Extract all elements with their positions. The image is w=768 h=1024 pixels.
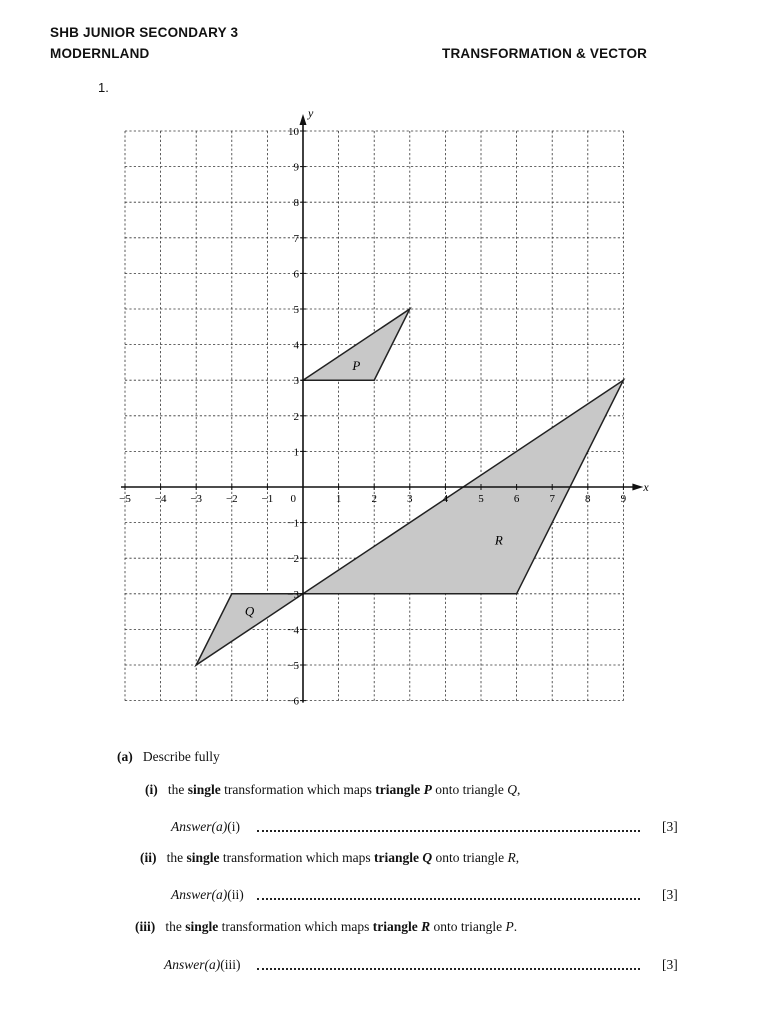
y-tick-label: −5 [287, 660, 299, 672]
item-number: (i) [145, 782, 158, 797]
item-text-5: P [423, 782, 432, 797]
answer-sub: (ii) [227, 887, 244, 902]
answer-label: Answer(a) [171, 887, 228, 902]
x-tick-label: 6 [513, 493, 520, 505]
item-text-5: Q [422, 850, 433, 865]
item-text-4: triangle [373, 850, 423, 865]
item-text-8: , [515, 850, 520, 865]
question-a-iii [135, 919, 517, 935]
x-tick-label: −3 [190, 493, 203, 505]
x-tick-label: 5 [478, 493, 484, 505]
topic-title: TRANSFORMATION & VECTOR [442, 46, 648, 61]
y-tick-label: 9 [293, 161, 299, 174]
x-axis-arrow [632, 484, 643, 491]
x-tick-label: −4 [154, 493, 167, 505]
origin-label: 0 [290, 493, 296, 505]
y-axis-label: y [308, 106, 314, 120]
item-text-8: . [513, 919, 518, 934]
item-number: (ii) [140, 850, 157, 865]
answer-a-iii-label [164, 957, 241, 973]
answer-a-ii-line[interactable] [257, 898, 640, 900]
x-tick-label: 9 [620, 493, 627, 505]
item-number: (iii) [135, 919, 156, 934]
school-place: MODERNLAND [50, 46, 150, 61]
marks-a-iii: [3] [662, 957, 678, 972]
item-text-3: transformation which maps [219, 850, 374, 865]
answer-a-i-line[interactable] [257, 830, 640, 832]
y-tick-label: 8 [293, 197, 299, 210]
item-text-8: , [516, 782, 521, 797]
triangle-label-p: P [352, 357, 361, 373]
y-tick-label: −1 [287, 517, 299, 530]
item-text-7: Q [507, 782, 517, 797]
y-tick-label: 2 [293, 410, 299, 423]
part-a-intro-text: Describe fully [142, 749, 220, 764]
x-tick-label: −1 [261, 493, 274, 505]
y-tick-label: −3 [287, 588, 299, 601]
answer-a-i-label [171, 819, 240, 835]
marks-a-i: [3] [662, 819, 678, 834]
question-a-ii [140, 850, 519, 866]
item-text-6: onto triangle [432, 850, 508, 865]
answer-a-ii-label [171, 887, 244, 903]
x-tick-label: 4 [442, 493, 449, 505]
axes [121, 106, 649, 703]
x-tick-label: −2 [225, 493, 238, 505]
item-text-1: the [167, 782, 188, 797]
item-text-2: single [185, 919, 219, 934]
y-tick-label: 10 [288, 126, 299, 138]
x-tick-label: 2 [371, 493, 377, 505]
x-tick-label: 8 [585, 493, 591, 505]
y-tick-label: 7 [293, 232, 299, 245]
item-text-7: R [507, 850, 516, 865]
answer-sub: (iii) [220, 957, 241, 972]
item-text-6: onto triangle [430, 919, 506, 934]
item-text-1: the [165, 919, 186, 934]
answer-a-iii-line[interactable] [257, 968, 640, 970]
x-tick-label: 7 [549, 493, 555, 505]
item-text-3: transformation which maps [218, 919, 373, 934]
y-tick-label: 6 [293, 268, 299, 281]
part-a-intro [117, 749, 220, 765]
item-text-5: R [421, 919, 431, 934]
x-tick-label: 3 [407, 493, 413, 505]
x-axis-label: x [643, 480, 649, 494]
school-title: SHB JUNIOR SECONDARY 3 [50, 25, 239, 40]
y-tick-label: −2 [287, 553, 299, 566]
question-a-i [145, 782, 520, 798]
y-tick-label: 4 [293, 339, 299, 352]
item-text-1: the [166, 850, 187, 865]
y-tick-label: −4 [287, 624, 299, 637]
triangle-label-q: Q [244, 603, 255, 619]
answer-label: Answer(a) [164, 957, 221, 972]
grid-lines [125, 131, 623, 701]
item-text-7: P [505, 919, 514, 934]
item-text-3: transformation which maps [220, 782, 376, 797]
question-number: 1. [98, 80, 109, 95]
answer-sub: (i) [227, 819, 240, 834]
y-axis-arrow [300, 114, 307, 125]
x-tick-label: 1 [335, 493, 342, 505]
y-tick-label: 1 [293, 446, 299, 459]
triangle-label-r: R [494, 532, 503, 548]
y-tick-label: −6 [287, 695, 299, 708]
item-text-6: onto triangle [431, 782, 508, 797]
y-tick-label: 3 [293, 375, 299, 388]
y-tick-label: 5 [293, 304, 299, 316]
item-text-4: triangle [372, 919, 422, 934]
item-text-4: triangle [375, 782, 424, 797]
x-tick-label: −5 [119, 493, 131, 505]
answer-label: Answer(a) [171, 819, 228, 834]
tick-labels [119, 126, 627, 708]
marks-a-ii: [3] [662, 887, 678, 902]
part-a-label: (a) [117, 749, 133, 764]
item-text-2: single [187, 782, 221, 797]
item-text-2: single [186, 850, 220, 865]
